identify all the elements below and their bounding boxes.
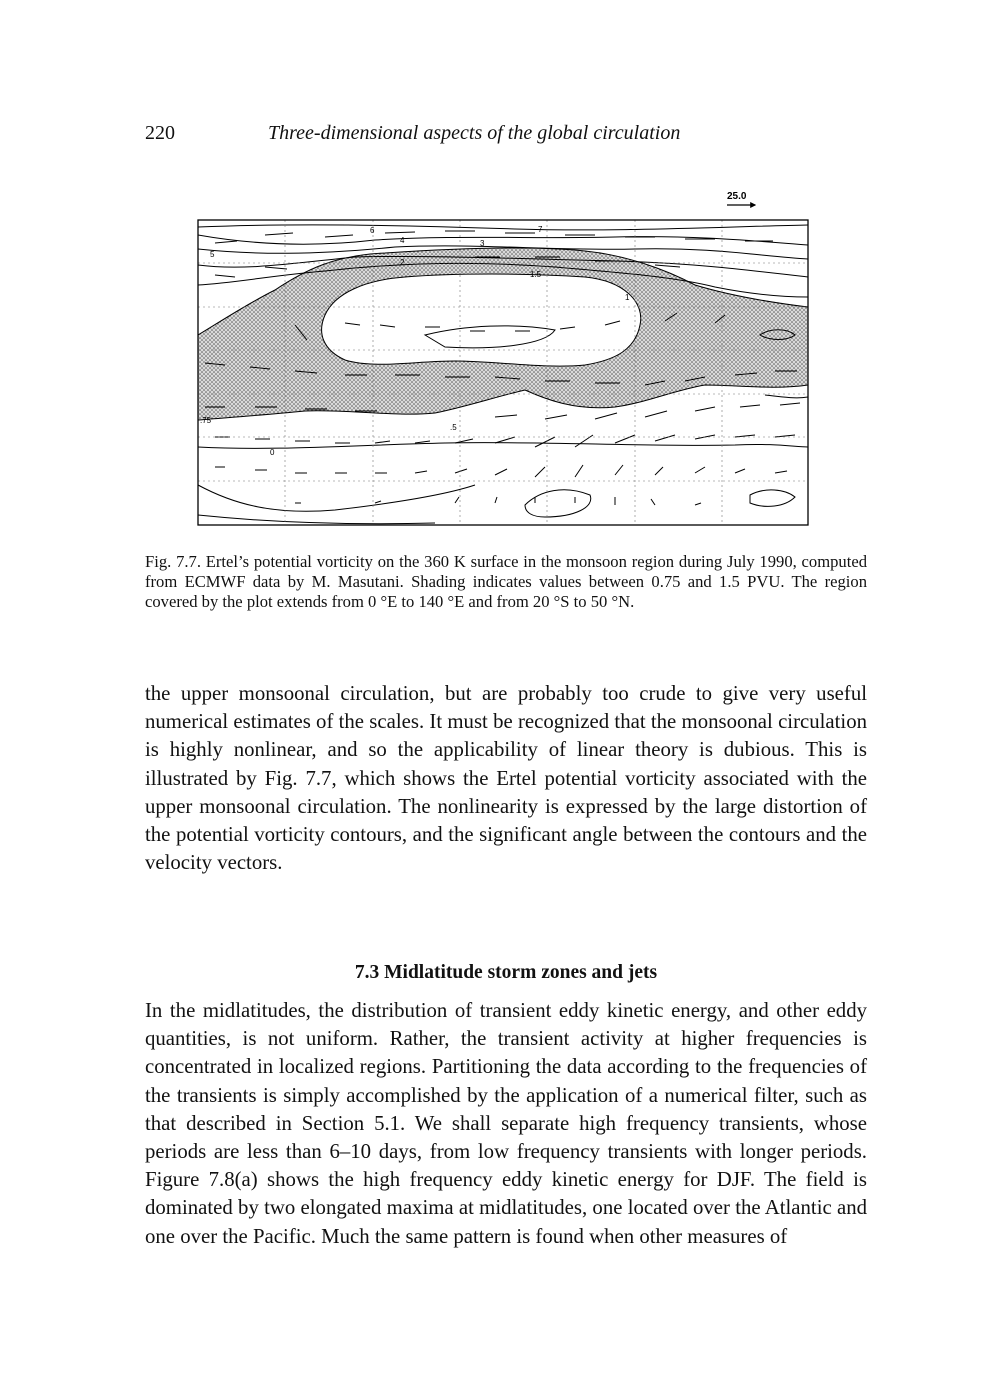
pv-contour-map: [195, 185, 820, 530]
figure-caption: [145, 552, 867, 612]
section-heading: 7.3 Midlatitude storm zones and jets: [354, 962, 658, 983]
contour-label: 1.5: [530, 270, 542, 279]
contour-label: 7: [538, 225, 543, 234]
contour-label: 2: [400, 258, 405, 267]
contour-label: 6: [370, 226, 375, 235]
page-number: 220: [145, 122, 175, 144]
contour-label: .75: [200, 416, 212, 425]
pv-contour-figure: [195, 185, 820, 530]
paragraph-text: In the midlatitudes, the distribution of transient eddy kinetic energy, and other eddy quantities, is not uniform. Rather, the transient activity at higher frequencies is concentrated in localized regions. Partitioning the data according to the frequencies of the transients is simply accomplished by the application of a numerical filter, such as that described in Section 5.1. We shall separate high frequency transients, whose periods are less than 6–10 days, from low frequency transients with longer periods. Figure 7.8(a) shows the high frequency eddy kinetic energy for DJF. The field is dominated by two elongated maxima at midlatitudes, one located over the Atlantic and one over the Pacific. Much the same pattern is found when other measures of: [145, 999, 867, 1248]
contour-label: 0: [270, 448, 275, 457]
contour-label: 4: [400, 236, 405, 245]
contour-label: 3: [480, 239, 485, 248]
caption-text: Fig. 7.7. Ertel’s potential vorticity on the 360 K surface in the monsoon region during July 1990, computed from ECMWF data by M. Masutani. Shading indicates values between 0.75 and 1.5 PVU. The region covered by the plot extends from 0 °E to 140 °E and from 20 °S to 50 °N.: [145, 552, 867, 611]
reference-vector-label: 25.0: [727, 191, 747, 202]
running-title: Three-dimensional aspects of the global circulation: [268, 122, 681, 144]
running-header: [145, 122, 865, 152]
contour-label: 1: [625, 293, 630, 302]
body-paragraph-2: [145, 997, 867, 1251]
contour-label: 5: [210, 250, 215, 259]
contour-label: .5: [450, 423, 457, 432]
paragraph-text: the upper monsoonal circulation, but are probably too crude to give very useful numerical estimates of the scales. It must be recognized that the monsoonal circulation is highly nonlinear, and so the applicability of linear theory is dubious. This is illustrated by Fig. 7.7, which shows the Ertel potential vorticity associated with the upper monsoonal circulation. The nonlinearity is expressed by the large distortion of the potential vorticity contours, and the significant angle between the contours and the velocity vectors.: [145, 682, 867, 875]
body-paragraph-1: [145, 680, 867, 877]
